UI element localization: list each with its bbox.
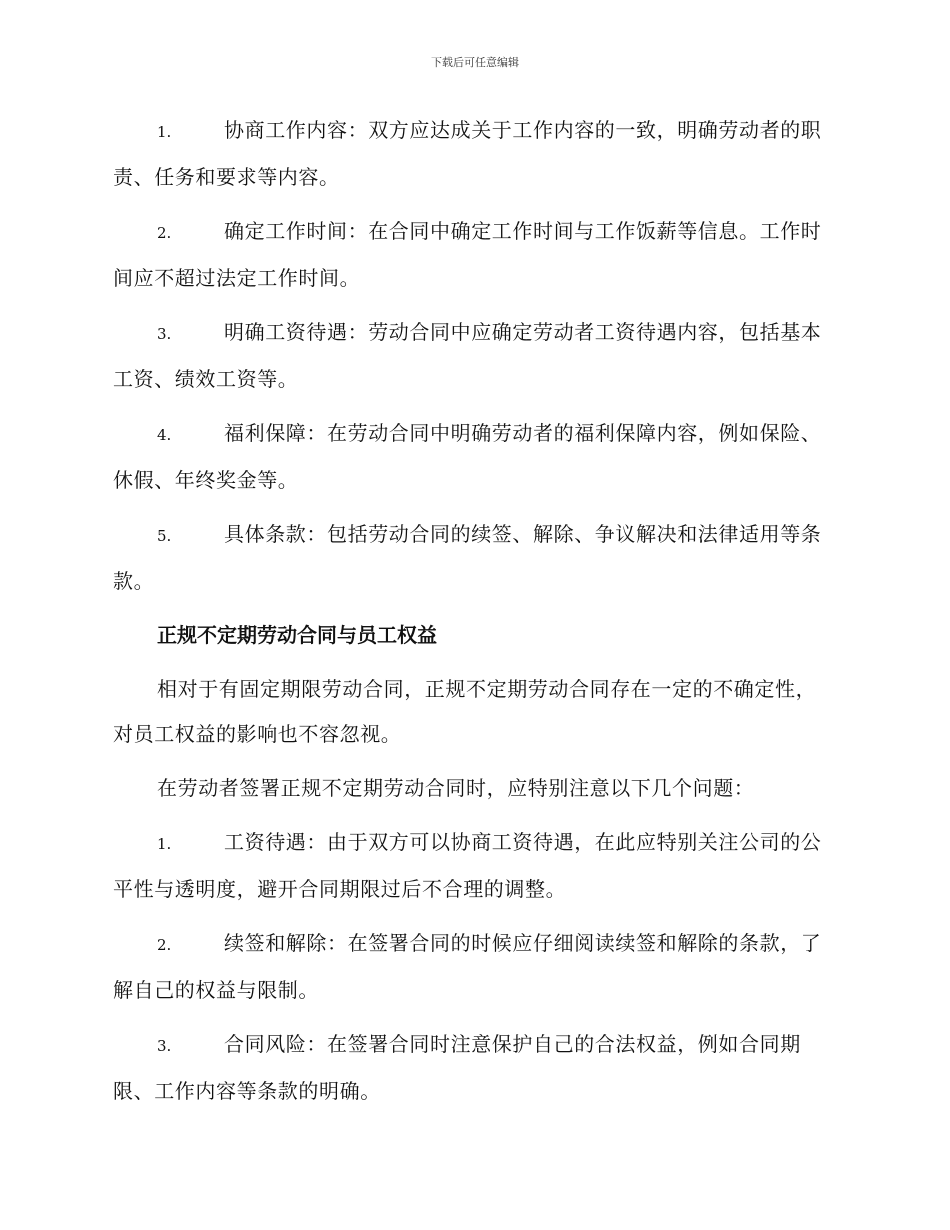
item-number: 3. (157, 325, 172, 343)
list-item (113, 820, 833, 912)
item-text: 协商工作内容：双方应达成关于工作内容的一致，明确劳动者的职责、任务和要求等内容。 (113, 118, 822, 189)
item-number: 3. (157, 1037, 172, 1055)
item-number: 1. (157, 123, 172, 141)
paragraph: 相对于有固定期限劳动合同，正规不定期劳动合同存在一定的不确定性，对员工权益的影响也不容忽视。 (113, 677, 817, 746)
item-number: 2. (157, 224, 172, 242)
page-header: 下载后可任意编辑 (431, 56, 519, 69)
list-item (113, 310, 833, 402)
item-number: 1. (157, 835, 172, 853)
item-number: 2. (157, 936, 172, 954)
list-item (113, 512, 833, 604)
item-text: 明确工资待遇：劳动合同中应确定劳动者工资待遇内容，包括基本工资、绩效工资等。 (113, 320, 822, 391)
item-text: 续签和解除：在签署合同的时候应仔细阅读续签和解除的条款，了解自己的权益与限制。 (113, 931, 822, 1002)
document-body (113, 108, 833, 1123)
list-item (113, 108, 833, 200)
item-text: 具体条款：包括劳动合同的续签、解除、争议解决和法律适用等条款。 (113, 522, 822, 593)
section-heading: 正规不定期劳动合同与员工权益 (157, 623, 437, 647)
list-item (113, 1022, 833, 1114)
paragraph: 在劳动者签署正规不定期劳动合同时，应特别注意以下几个问题： (157, 776, 755, 800)
item-number: 4. (157, 426, 172, 444)
list-item (113, 921, 833, 1013)
item-text: 工资待遇：由于双方可以协商工资待遇，在此应特别关注公司的公平性与透明度，避开合同期限过后不合理的调整。 (113, 830, 822, 901)
list-item (113, 411, 833, 503)
item-number: 5. (157, 527, 172, 545)
list-item (113, 209, 833, 301)
item-text: 合同风险：在签署合同时注意保护自己的合法权益，例如合同期限、工作内容等条款的明确。 (113, 1032, 801, 1103)
item-text: 福利保障：在劳动合同中明确劳动者的福利保障内容，例如保险、休假、年终奖金等。 (113, 421, 822, 492)
item-text: 确定工作时间：在合同中确定工作时间与工作饭薪等信息。工作时间应不超过法定工作时间。 (113, 219, 822, 290)
